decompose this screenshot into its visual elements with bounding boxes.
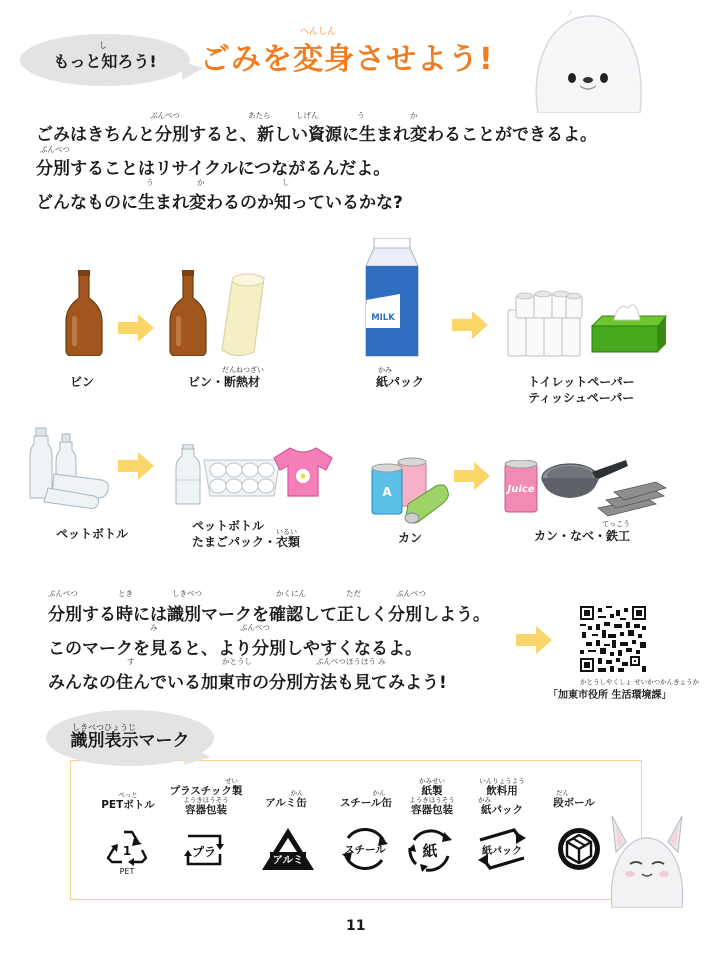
intro-line-1: ごみはきちんと分別すると、新しい資源に生まれ変わることができるよ。 [36, 125, 597, 145]
mark-title-cardboard [534, 790, 614, 809]
arrow-right-icon [118, 452, 154, 480]
seal-mascot-icon [528, 8, 648, 113]
mark-ruby: かん [372, 789, 386, 797]
mark-ruby: かみせい [419, 777, 445, 785]
drink-carton-mark-icon [474, 826, 530, 872]
page-title: ごみを変身させよう! [200, 42, 494, 77]
steel-beams-icon [596, 478, 668, 520]
carton-text: MILK [371, 313, 395, 323]
can-to-text: カン・なべ・鉄工 [534, 529, 631, 543]
pet-recycle-mark-icon [106, 828, 150, 876]
can-to-label [534, 520, 630, 544]
ruby: ぶんべつ [240, 623, 270, 632]
pet-to-ruby: いるい [276, 528, 297, 536]
carton-to-label [528, 374, 635, 406]
info-line-1: 分別する時には識別マークを確認して正しく分別しよう。 [48, 605, 490, 625]
mark-title-plastic [166, 778, 246, 816]
mark-label: PETボトル [101, 799, 155, 811]
ruby: とき [118, 589, 133, 598]
carton-from-label [376, 366, 424, 390]
mark-ruby: いんりょうよう [479, 777, 525, 785]
mark-label: 飲料用 [486, 785, 518, 797]
intro-line-3: どんなものに生まれ変わるのか知っているかな? [36, 193, 403, 213]
mark-label: 段ボール [553, 797, 595, 809]
ruby: か [410, 111, 418, 120]
mark-ruby: かみ [478, 796, 491, 804]
ruby: み [150, 623, 158, 632]
pet-to-line-2: たまごパック・衣類 [192, 535, 301, 549]
ruby: す [127, 657, 135, 666]
tissue-box-icon [588, 296, 668, 356]
can-to-ruby: てっこう [602, 520, 630, 528]
cardboard-recycle-mark-icon [556, 826, 602, 872]
pet-mark-number: 1 [122, 844, 132, 858]
bubble-ruby: し [99, 41, 107, 50]
ruby: かくにん [276, 589, 306, 598]
intro-line-2: 分別することはリサイクルにつながるんだよ。 [36, 159, 391, 179]
title-ruby: へんしん [300, 27, 337, 37]
bottle-to-label [188, 366, 264, 390]
mark-label: プラスチック製 [169, 785, 243, 797]
mark-label: アルミ缶 [265, 797, 307, 809]
aluminum-recycle-mark-icon [260, 826, 316, 872]
mark-ruby: だん [556, 789, 569, 797]
qr-code[interactable] [580, 606, 646, 672]
bottle-to-ruby: だんねつざい [222, 366, 264, 374]
milk-carton-icon [364, 238, 420, 358]
mark-ruby: かん [290, 789, 304, 797]
mark-title-paper [392, 778, 472, 816]
mark-label-2: 紙パック [481, 804, 523, 816]
carton-from-ruby: かみ [378, 366, 392, 374]
fox-mascot-icon [604, 808, 690, 908]
marks-bubble-text: 識別表示マーク [70, 730, 190, 751]
ruby: あたら [248, 111, 271, 120]
toilet-paper-icon [504, 290, 588, 360]
ruby: ただ [346, 589, 361, 598]
ruby: う [357, 111, 365, 120]
arrow-right-icon [516, 626, 552, 654]
aluminum-mark-text: アルミ [272, 854, 304, 866]
pet-to-line-1: ペットボトル [192, 519, 265, 533]
ruby: み [378, 657, 386, 666]
bottle-from-label: ビン [70, 375, 95, 389]
ruby: ぶんべつ [396, 589, 426, 598]
paper-mark-text: 紙 [422, 842, 438, 860]
brown-bottle-icon [64, 270, 104, 356]
info-line-2: このマークを見ると、より分別しやすくなるよ。 [48, 639, 422, 659]
mark-ruby: せい [225, 777, 238, 785]
carton-to-line-1: トイレットペーパー [528, 375, 635, 389]
steel-mark-text: スチール [344, 844, 386, 856]
ruby: しげん [296, 111, 319, 120]
drink-carton-mark-text: 紙パック [482, 846, 522, 857]
juice-can-icon [502, 460, 540, 514]
mark-ruby: ぺっと [118, 791, 138, 799]
insulation-roll-icon [218, 272, 274, 358]
bottle-to-text: ビン・断熱材 [188, 375, 261, 389]
can-from-label: カン [398, 531, 423, 545]
mark-ruby: ようきほうそう [183, 796, 229, 804]
ruby: ぶんべつほうほう [316, 657, 376, 666]
ruby: う [146, 178, 154, 187]
bubble-text: もっと知ろう! [53, 51, 157, 71]
plastic-recycle-mark-icon [180, 828, 228, 872]
mark-ruby: ようきほうそう [409, 796, 455, 804]
brown-bottle-icon [168, 270, 208, 356]
header-speech-bubble [20, 34, 190, 86]
pink-tshirt-icon [272, 446, 334, 498]
ruby: しきべつ [172, 589, 202, 598]
qr-caption-ruby: かとうしやくしょ せいかつかんきょうか [580, 678, 700, 686]
marks-speech-bubble [46, 710, 214, 766]
ruby: ぶんべつ [40, 145, 70, 154]
mark-label-2: 容器包装 [411, 804, 453, 816]
info-line-3: みんなの住んでいる加東市の分別方法も見てみよう! [48, 673, 447, 693]
can-letter: A [382, 485, 392, 499]
pet-from-label: ペットボトル [56, 527, 129, 541]
marks-bubble-ruby: しきべつひょうじ [72, 723, 136, 732]
mark-title-aluminum [246, 790, 326, 809]
arrow-right-icon [454, 462, 490, 490]
mark-label: スチール缶 [339, 797, 393, 809]
arrow-right-icon [118, 314, 154, 342]
pet-bottles-icon [28, 418, 112, 510]
ruby: し [282, 178, 290, 187]
arrow-right-icon [452, 311, 488, 339]
ruby: ぶんべつ [48, 589, 78, 598]
page-number: 11 [346, 918, 366, 934]
mark-title-drink-carton [462, 778, 542, 816]
qr-caption: 「加東市役所 生活環境課」 [548, 690, 672, 701]
ruby: か [197, 178, 205, 187]
mark-title-pet [88, 792, 168, 811]
carton-from-text: 紙パック [376, 375, 425, 389]
mark-label-2: 容器包装 [185, 804, 227, 816]
steel-recycle-mark-icon [340, 826, 390, 872]
plastic-mark-text: プラ [191, 845, 217, 859]
cans-icon [368, 456, 450, 526]
ruby: かとうし [222, 657, 252, 666]
carton-to-line-2: ティッシュペーパー [528, 391, 635, 405]
pet-mark-sub: PET [119, 867, 135, 876]
pet-to-label [192, 518, 300, 550]
mark-label: 紙製 [421, 785, 443, 797]
paper-recycle-mark-icon [406, 826, 454, 874]
ruby: ぶんべつ [150, 111, 180, 120]
juice-can-text: Juice [507, 484, 535, 495]
